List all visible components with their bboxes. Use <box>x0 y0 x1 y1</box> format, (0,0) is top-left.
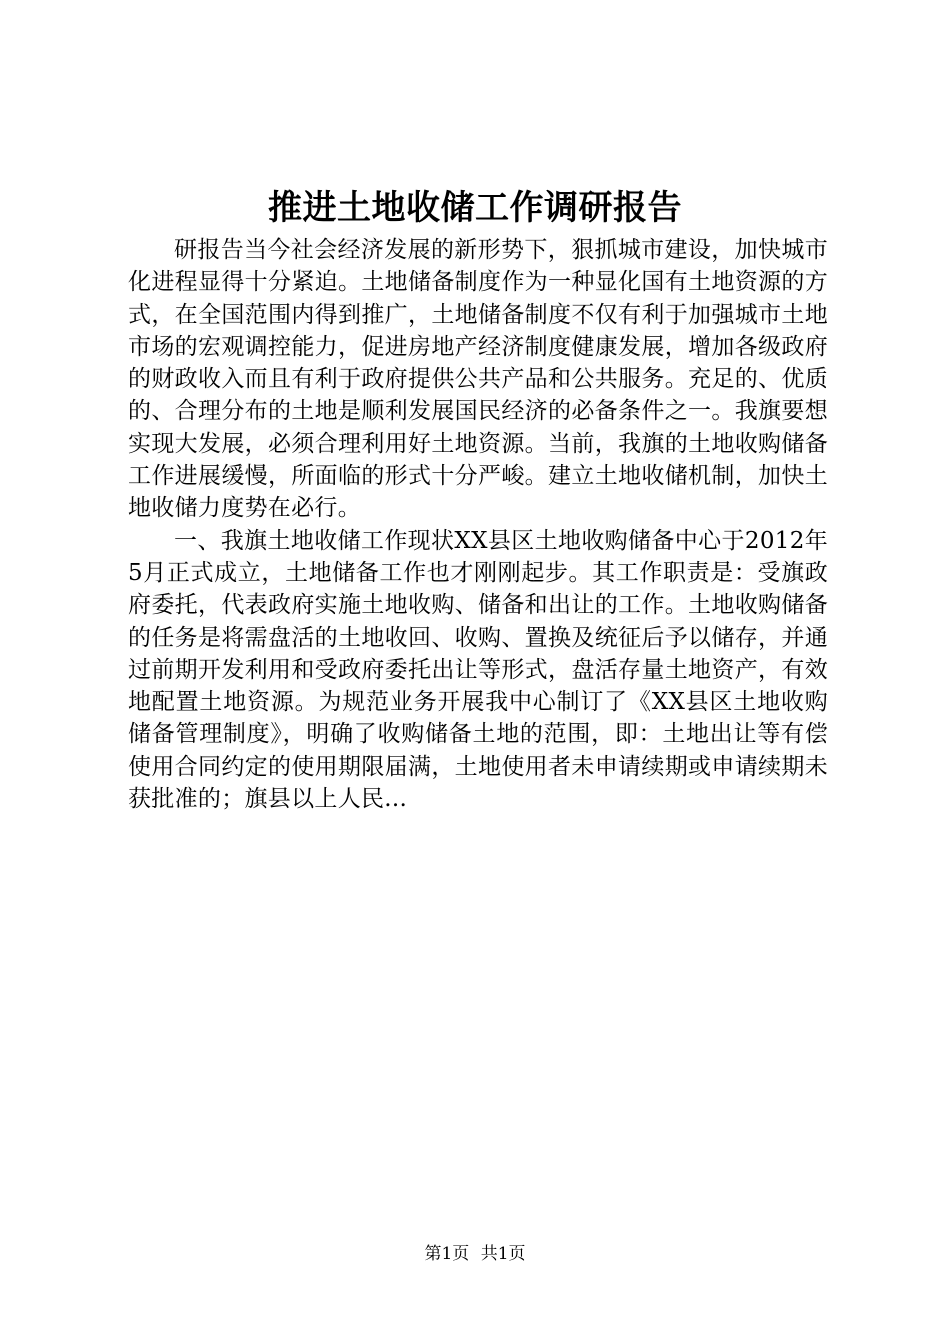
page-footer <box>0 1240 950 1268</box>
document-body <box>128 234 828 815</box>
page-number: 第1页 <box>424 1244 470 1264</box>
paragraph-section-one: 一、我旗土地收储工作现状XX县区土地收购储备中心于2012年5月正式成立，土地储备工作也才刚刚起步。其工作职责是：受旗政府委托，代表政府实施土地收购、储备和出让的工作。土地收购储备的任务是将需盘活的土地收回、收购、置换及统征后予以储存，并通过前期开发利用和受政府委托出让等形式，盘活存量土地资产，有效地配置土地资源。为规范业务开展我中心制订了《XX县区土地收购储备管理制度》，明确了收购储备土地的范围，即：土地出让等有偿使用合同约定的使用期限届满，土地使用者未申请续期或申请续期未获批准的；旗县以上人民... <box>128 527 828 813</box>
page-total: 共1页 <box>480 1244 526 1264</box>
document-title: 推进土地收储工作调研报告 <box>268 188 682 228</box>
paragraph-intro: 研报告当今社会经济发展的新形势下，狠抓城市建设，加快城市化进程显得十分紧迫。土地储备制度作为一种显化国有土地资源的方式，在全国范围内得到推广，土地储备制度不仅有利于加强城市土地市场的宏观调控能力，促进房地产经济制度健康发展，增加各级政府的财政收入而且有利于政府提供公共产品和公共服务。充足的、优质的、合理分布的土地是顺利发展国民经济的必备条件之一。我旗要想实现大发展，必须合理利用好土地资源。当前，我旗的土地收购储备工作进展缓慢，所面临的形式十分严峻。建立土地收储机制，加快土地收储力度势在必行。 <box>128 237 828 522</box>
